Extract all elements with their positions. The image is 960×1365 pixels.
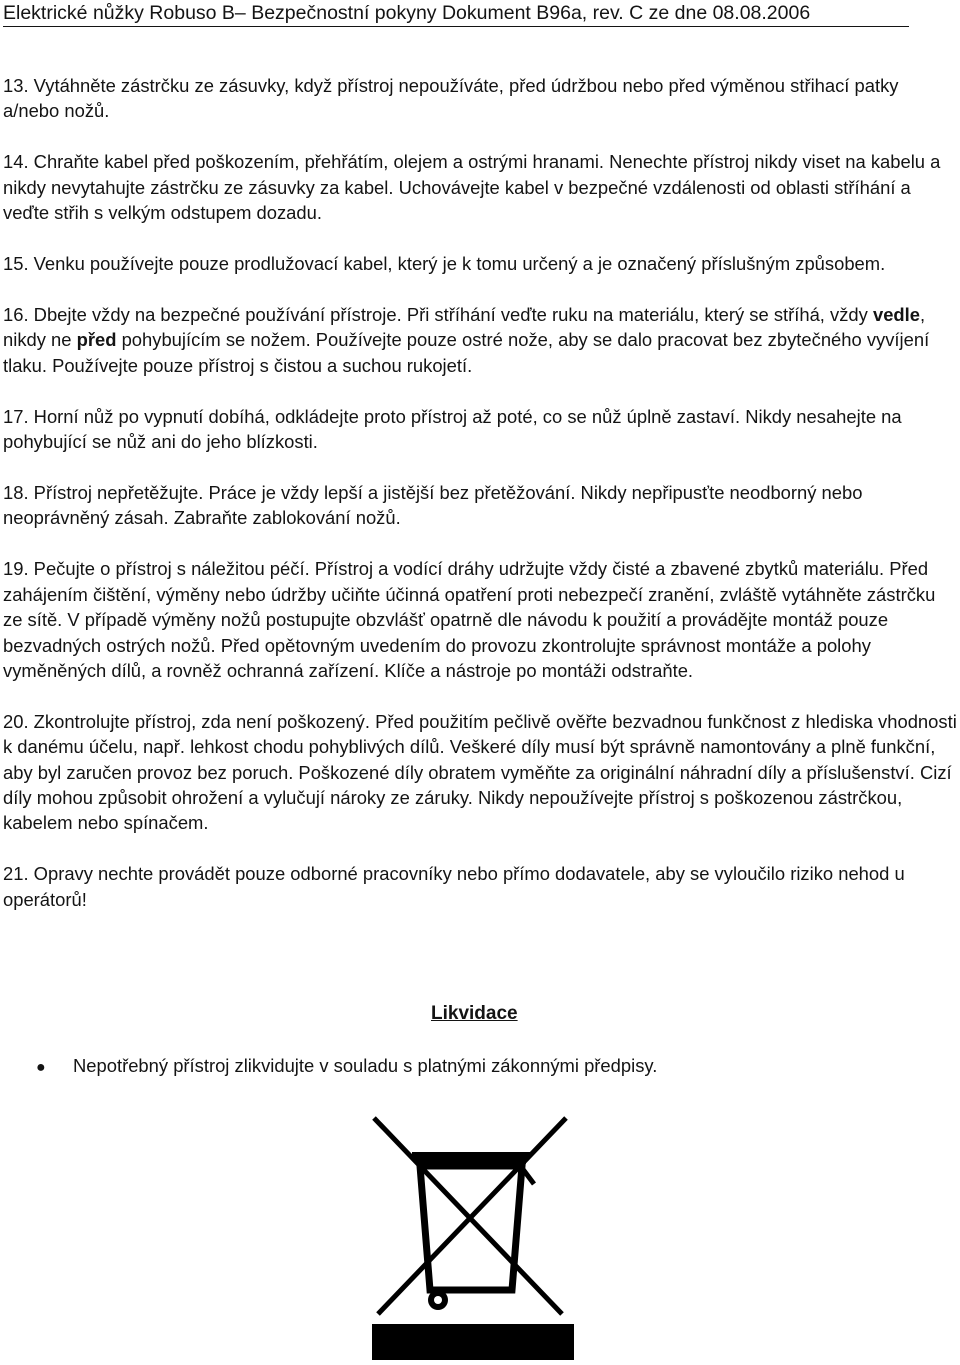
crossed-out-wheelie-bin-icon — [366, 1112, 580, 1360]
safety-instructions — [3, 73, 959, 938]
instruction-17: 17. Horní nůž po vypnutí dobíhá, odkládejte proto přístroj až poté, co se nůž úplně zastaví. Nikdy nesahejte na pohybující se nůž ani do jeho blízkosti. — [3, 405, 902, 453]
instruction-18: 18. Přístroj nepřetěžujte. Práce je vždy lepší a jistější bez přetěžování. Nikdy nepřipusťte neodborný nebo neoprávněný zásah. Zabraňte zablokování nožů. — [3, 481, 863, 529]
instruction-15: 15. Venku používejte pouze prodlužovací kabel, který je k tomu určený a je označený příslušným způsobem. — [3, 253, 886, 275]
instruction-20: 20. Zkontrolujte přístroj, zda není poškozený. Před použitím pečlivě ověřte bezvadnou funkčnost z hlediska vhodnosti k danému účelu, např. lehkost chodu pohyblivých dílů. Veškeré díly musí být správně namontovány a plně funkční, aby byl zaručen provoz bez poruch. Poškozené díly obratem vyměňte za originální náhradní díly a příslušenství. Cizí díly mohou způsobit ohrožení a vylučují nároky ze záruky. Nikdy nepoužívejte přístroj s poškozenou zástrčkou, kabelem nebo spínačem. — [3, 710, 957, 834]
instruction-16-text: 16. Dbejte vždy na bezpečné používání přístroje. Při stříhání veďte ruku na materiálu, který se stříhá, vždy — [3, 303, 873, 325]
disposal-heading: Likvidace — [431, 1003, 518, 1024]
emphasis-vedle: vedle — [872, 303, 920, 325]
header-title: Elektrické nůžky Robuso B– Bezpečnostní pokyny Dokument B96a, rev. C ze dne 08.08.2006 — [3, 2, 811, 24]
disposal-bullet — [36, 1053, 657, 1081]
emphasis-pred: před — [76, 329, 117, 351]
instruction-21: 21. Opravy nechte provádět pouze odborné pracovníky nebo přímo dodavatele, aby se vyloučilo riziko nehod u operátorů! — [3, 863, 905, 910]
instruction-14: 14. Chraňte kabel před poškozením, přehřátím, olejem a ostrými hranami. Nenechte přístroj nikdy viset na kabelu a nikdy nevytahujte zástrčku ze zásuvky za kabel. Uchovávejte kabel v bezpečné vzdálenosti od oblasti stříhání a veďte střih s velkým odstupem dozadu. — [3, 151, 941, 224]
instruction-13: 13. Vytáhněte zástrčku ze zásuvky, když přístroj nepoužíváte, před údržbou nebo před výměnou střihací patky a/nebo nožů. — [3, 75, 899, 122]
bullet-icon: ● — [36, 1059, 46, 1076]
instruction-16-text: , nikdy ne — [3, 303, 926, 351]
instruction-16-text: pohybujícím se nožem. Používejte pouze ostré nože, aby se dalo pracovat bez zbytečného vyvíjení tlaku. Používejte pouze přístroj s čistou a suchou rukojetí. — [3, 329, 930, 376]
instruction-16 — [3, 302, 959, 378]
disposal-bullet-text: Nepotřebný přístroj zlikvidujte v souladu s platnými zákonnými předpisy. — [73, 1055, 658, 1076]
instruction-19: 19. Pečujte o přístroj s náležitou péčí. Přístroj a vodící dráhy udržujte vždy čisté a zbavené zbytků materiálu. Před zahájením čištění, výměny nebo údržby učiňte účinná opatření proti nebezpečí zranění, zvláště vytáhněte zástrčku ze sítě. V případě výměny nožů postupujte obzvlášť opatrně dle návodu k použití a provádějte montáž pouze bezvadných ostrých nožů. Před opětovným uvedením do provozu zkontrolujte správnost montáže a polohy vyměněných dílů, a rovněž ochranná zařízení. Klíče a nástroje po montáži odstraňte. — [3, 558, 936, 681]
document-header — [3, 1, 909, 27]
